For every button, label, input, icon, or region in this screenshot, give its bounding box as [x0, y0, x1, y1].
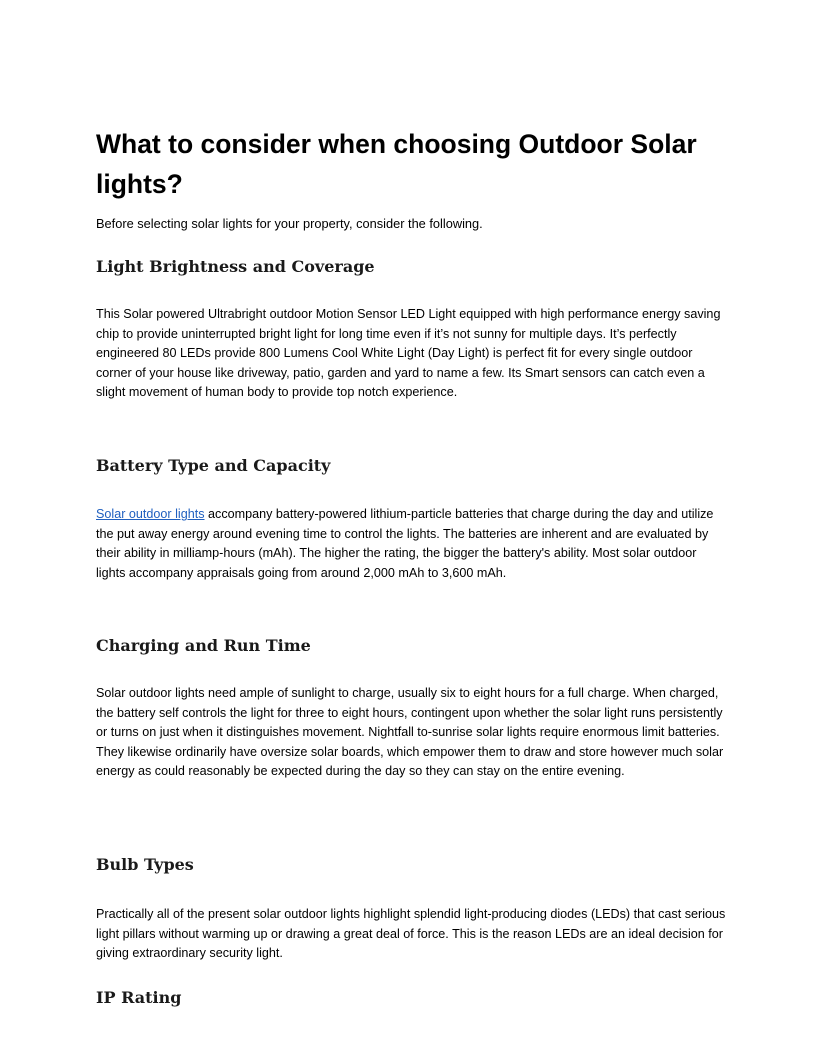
page-title: What to consider when choosing Outdoor Solar lights? [96, 129, 697, 199]
section-body-bulb-types: Practically all of the present solar outdoor lights highlight splendid light-producing diodes (LEDs) that cast serious light pillars without warming up or drawing a great deal of force. This is the reason LEDs are an ideal decision for giving extraordinary security light. [96, 907, 726, 960]
section-heading-bulb-types: Bulb Types [96, 855, 194, 874]
section-heading-battery: Battery Type and Capacity [96, 456, 331, 475]
section-heading-ip-rating: IP Rating [96, 988, 182, 1007]
section-body-brightness: This Solar powered Ultrabright outdoor Motion Sensor LED Light equipped with high performance energy saving chip to provide uninterrupted bright light for long time even if it’s not sunny for multiple days. It’s perfectly engineered 80 LEDs provide 800 Lumens Cool White Light (Day Light) is perfect fit for every single outdoor corner of your house like driveway, patio, garden and yard to name a few. Its Smart sensors can catch even a slight movement of human body to provide top notch experience. [96, 307, 721, 399]
section-body-battery [96, 505, 728, 583]
section-body-charging: Solar outdoor lights need ample of sunlight to charge, usually six to eight hours for a full charge. When charged, the battery self controls the light for three to eight hours, contingent upon whether the solar light runs persistently or turns on just when it distinguishes movement. Nightfall to-sunrise solar lights require enormous limit batteries. They likewise ordinarily have oversize solar boards, which empower them to draw and store however much solar energy as could reasonably be expected during the day so they can stay on the entire evening. [96, 686, 724, 778]
section-heading-brightness: Light Brightness and Coverage [96, 257, 375, 276]
intro-text: Before selecting solar lights for your property, consider the following. [96, 216, 483, 231]
battery-body-text: accompany battery-powered lithium-particle batteries that charge during the day and utilize the put away energy around evening time to control the lights. The batteries are inherent and are evaluated by their ability in milliamp-hours (mAh). The higher the rating, the bigger the battery's ability. Most solar outdoor lights accompany appraisals going from around 2,000 mAh to 3,600 mAh. [96, 507, 714, 580]
section-heading-charging: Charging and Run Time [96, 636, 311, 655]
solar-outdoor-lights-link[interactable]: Solar outdoor lights [96, 507, 205, 521]
